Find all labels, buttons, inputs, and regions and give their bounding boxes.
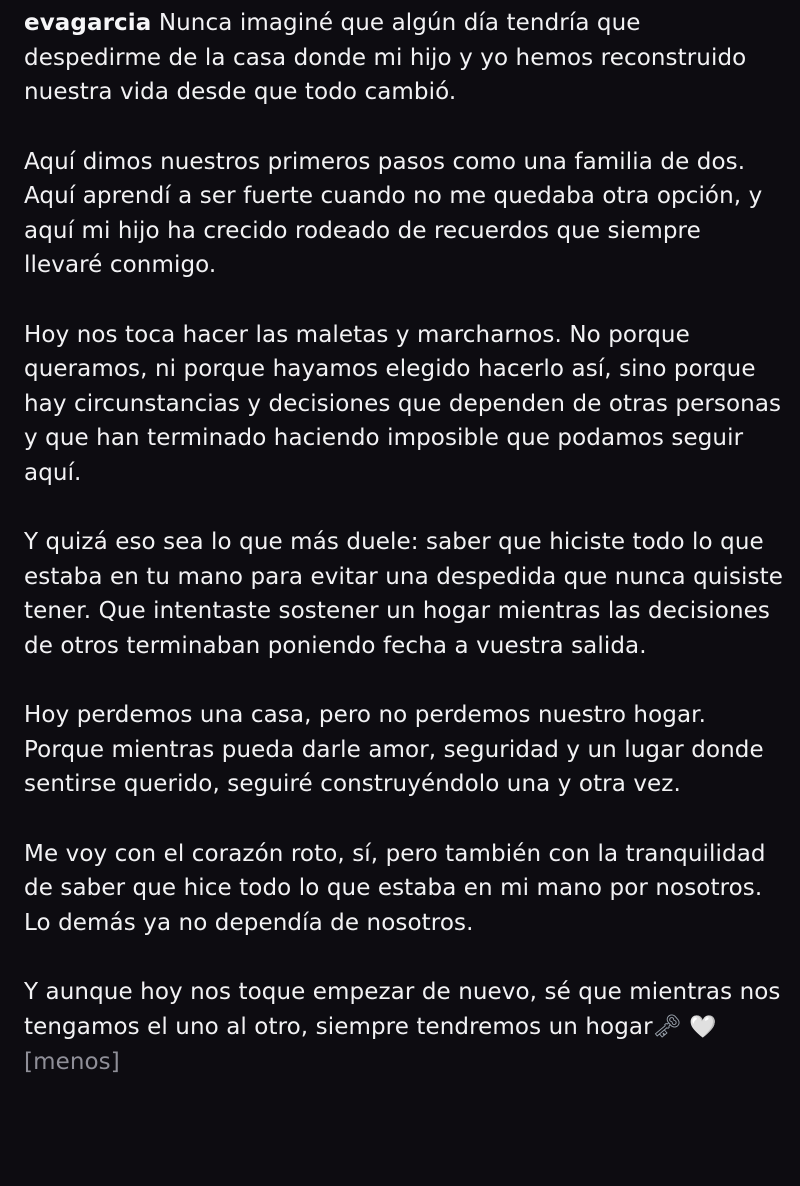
caption-paragraph: Me voy con el corazón roto, sí, pero también con la tranquilidad de saber que hice todo lo que estaba en mi mano por nosotros. Lo demás ya no dependía de nosotros.: [24, 840, 766, 936]
caption-paragraph: [24, 975, 784, 1080]
username-link[interactable]: evagarcia: [24, 10, 152, 36]
caption-paragraph: Hoy perdemos una casa, pero no perdemos nuestro hogar. Porque mientras pueda darle amor, seguridad y un lugar donde sentirse querido, seguiré construyéndolo una y otra vez.: [24, 702, 764, 797]
caption-paragraph: Aquí dimos nuestros primeros pasos como una familia de dos. Aquí aprendí a ser fuerte cuando no me quedaba otra opción, y aquí mi hijo ha crecido rodeado de recuerdos que siempre llevaré conmigo.: [24, 148, 763, 278]
post-caption: [24, 6, 784, 1080]
caption-paragraph: Hoy nos toca hacer las maletas y marcharnos. No porque queramos, ni porque hayamos elegido hacerlo así, sino porque hay circunstancias y decisiones que dependen de otras personas y que han terminado haciendo imposible que podamos seguir aquí.: [24, 321, 782, 486]
white-heart-icon: 🤍: [689, 1014, 717, 1040]
show-less-link[interactable]: [menos]: [24, 1049, 120, 1075]
caption-text: Y aunque hoy nos toque empezar de nuevo, sé que mientras nos tengamos el uno al otro, siempre tendremos un hogar: [24, 979, 781, 1040]
key-icon: 🗝: [652, 1013, 682, 1040]
caption-paragraph: Y quizá eso sea lo que más duele: saber que hiciste todo lo que estaba en tu mano para evitar una despedida que nunca quisiste tener. Que intentaste sostener un hogar mientras las decisiones de otros terminaban poniendo fecha a vuestra salida.: [24, 529, 783, 659]
caption-text: Nunca imaginé que algún día tendría que despedirme de la casa donde mi hijo y yo hemos reconstruido nuestra vida desde que todo cambió.: [24, 10, 747, 105]
caption-paragraph: [24, 6, 784, 110]
